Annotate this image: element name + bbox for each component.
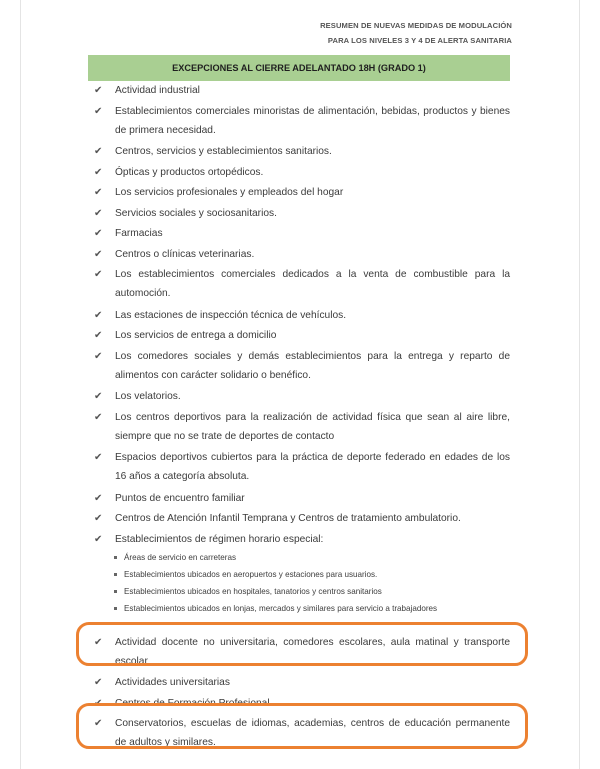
list-item-text: Los centros deportivos para la realización de actividad física que sean al aire libre, siempre que no se trate de deportes de contacto	[115, 411, 510, 442]
list-item	[88, 183, 510, 204]
checkmark-icon: ✔	[94, 248, 103, 260]
list-item	[88, 489, 510, 510]
list-item	[88, 347, 510, 388]
list-item	[88, 245, 510, 266]
checkmark-icon: ✔	[94, 718, 103, 729]
list-item	[88, 265, 510, 306]
checkmark-icon: ✔	[94, 309, 103, 321]
list-item-text: Los establecimientos comerciales dedicados a la venta de combustible para la automoción.	[115, 269, 510, 299]
sub-list-item-text: Establecimientos ubicados en lonjas, mercados y similares para servicio a trabajadores	[124, 603, 438, 613]
checkmark-icon: ✔	[94, 105, 103, 117]
list-item	[88, 224, 510, 245]
list-item-text: Centros de Formación Profesional	[115, 697, 270, 709]
sub-list-item-text: Establecimientos ubicados en hospitales, tanatorios y centros sanitarios	[124, 586, 382, 596]
list-item-text: Centros o clínicas veterinarias.	[115, 248, 255, 260]
checkmark-icon: ✔	[94, 269, 103, 280]
sub-list-item	[88, 600, 510, 617]
bullet-icon	[114, 573, 117, 576]
list-item-text: Los comedores sociales y demás establecimientos para la entrega y reparto de alimentos con carácter solidario o benéfico.	[115, 350, 510, 381]
list-item-text: Conservatorios, escuelas de idiomas, academias, centros de educación permanente de adultos y similares.	[115, 718, 510, 748]
checkmark-icon: ✔	[94, 636, 103, 648]
list-item-text: Puntos de encuentro familiar	[115, 492, 245, 504]
list-item-text: Establecimientos de régimen horario especial:	[115, 533, 324, 545]
checkmark-icon: ✔	[94, 85, 103, 96]
list-item	[88, 448, 510, 489]
list-item-text: Actividad industrial	[115, 85, 200, 96]
sub-list-item-text: Áreas de servicio en carreteras	[124, 552, 237, 562]
header-line-1: RESUMEN DE NUEVAS MEDIDAS DE MODULACIÓN	[320, 21, 512, 30]
list-item	[88, 142, 510, 163]
list-item	[88, 306, 510, 327]
checkmark-icon: ✔	[94, 492, 103, 504]
checkmark-icon: ✔	[94, 411, 103, 423]
highlight-oval-docente	[76, 622, 528, 666]
highlight-oval-conservatorios	[76, 703, 528, 749]
checkmark-icon: ✔	[94, 513, 103, 524]
bullet-icon	[114, 556, 117, 559]
checkmark-icon: ✔	[94, 166, 103, 178]
list-item	[88, 102, 510, 143]
list-item	[88, 408, 510, 449]
bullet-icon	[114, 590, 117, 593]
sub-list-item-text: Establecimientos ubicados en aeropuertos y estaciones para usuarios.	[124, 569, 378, 579]
document-header	[320, 18, 512, 48]
sub-list-item	[88, 549, 510, 566]
checkmark-icon: ✔	[94, 697, 103, 709]
list-item	[88, 81, 510, 102]
list-item-text: Los servicios de entrega a domicilio	[115, 330, 277, 341]
list-item	[88, 673, 510, 694]
list-item-text: Servicios sociales y sociosanitarios.	[115, 207, 277, 219]
list-item-text: Ópticas y productos ortopédicos.	[115, 166, 264, 178]
list-item	[88, 204, 510, 225]
checkmark-icon: ✔	[94, 187, 103, 198]
section-banner: EXCEPCIONES AL CIERRE ADELANTADO 18H (GRADO 1)	[88, 55, 510, 81]
list-item	[88, 509, 510, 530]
checkmark-icon: ✔	[94, 207, 103, 219]
checkmark-icon: ✔	[94, 330, 103, 341]
list-item-text: Farmacias	[115, 228, 163, 239]
list-item-text: Las estaciones de inspección técnica de vehículos.	[115, 309, 347, 321]
list-item-text: Establecimientos comerciales minoristas de alimentación, bebidas, productos y bienes de primera necesidad.	[115, 105, 510, 136]
checkmark-icon: ✔	[94, 533, 103, 545]
checkmark-icon: ✔	[94, 391, 103, 402]
list-item-text: Los servicios profesionales y empleados del hogar	[115, 187, 344, 198]
list-item-text: Centros de Atención Infantil Temprana y Centros de tratamiento ambulatorio.	[115, 513, 461, 524]
list-item-text: Actividades universitarias	[115, 677, 230, 688]
sub-list-item	[88, 566, 510, 583]
list-item	[88, 530, 510, 549]
list-item-text: Los velatorios.	[115, 391, 181, 402]
list-item	[88, 163, 510, 184]
checkmark-icon: ✔	[94, 228, 103, 239]
header-line-2: PARA LOS NIVELES 3 Y 4 DE ALERTA SANITARIA	[327, 36, 512, 45]
bullet-icon	[114, 607, 117, 610]
list-item	[88, 326, 510, 347]
checkmark-icon: ✔	[94, 350, 103, 362]
sub-list-item	[88, 583, 510, 600]
list-item-text: Espacios deportivos cubiertos para la práctica de deporte federado en edades de los 16 años a categoría absoluta.	[115, 452, 510, 482]
list-item-text: Actividad docente no universitaria, comedores escolares, aula matinal y transporte escolar	[115, 636, 510, 667]
list-item	[88, 387, 510, 408]
list-item-text: Centros, servicios y establecimientos sanitarios.	[115, 146, 332, 157]
checkmark-icon: ✔	[94, 677, 103, 688]
checkmark-icon: ✔	[94, 146, 103, 157]
checkmark-icon: ✔	[94, 452, 103, 463]
